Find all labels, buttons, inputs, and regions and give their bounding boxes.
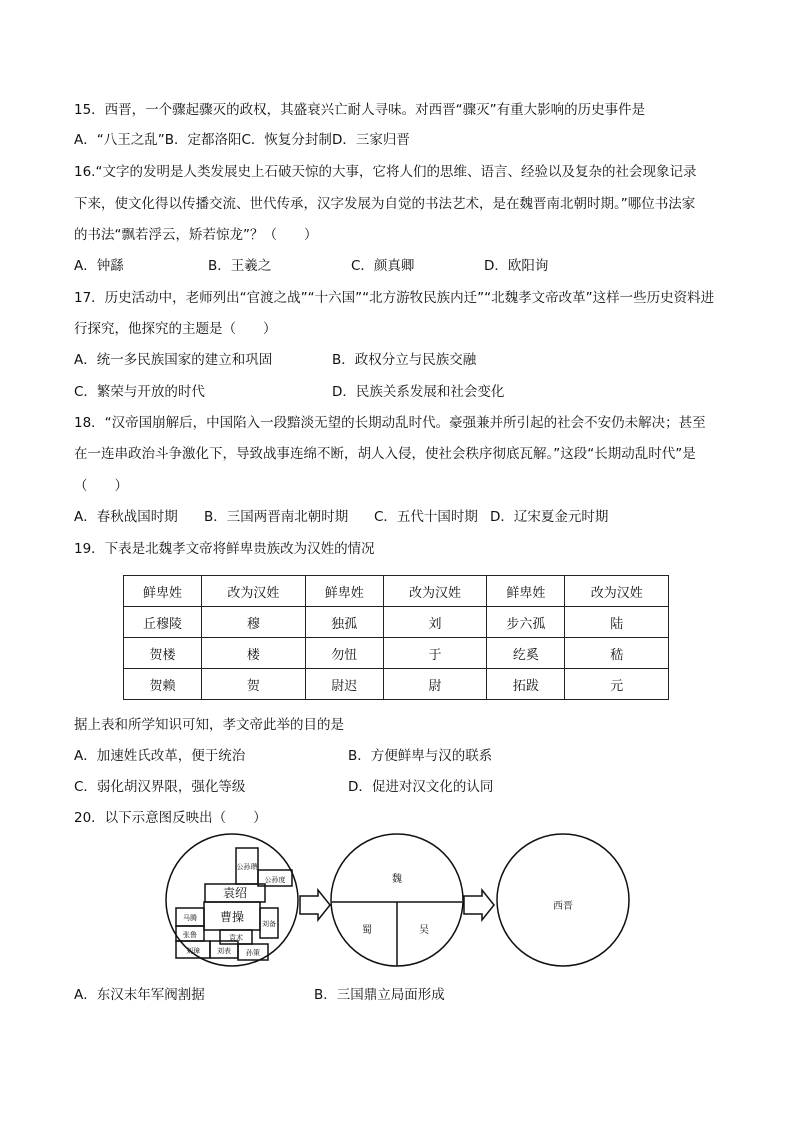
q15-option-a: A．“八王之乱” [74, 132, 165, 148]
table-row [124, 638, 669, 669]
q17-option-d: D．民族关系发展和社会变化 [332, 384, 505, 400]
q19-option-c: C．弱化胡汉界限，强化等级 [74, 779, 246, 795]
q17-options-row1 [74, 351, 476, 369]
q16-stem-line1: 16.“文字的发明是人类发展史上石破天惊的大事，它将人们的思维、语言、经验以及复杂的社会现象记录 [74, 164, 697, 180]
table-cell: 独孤 [305, 607, 383, 638]
q20-stem: 20．以下示意图反映出（ ） [74, 810, 267, 826]
table-cell: 鲜卑姓 [124, 576, 202, 607]
arrow-right-icon [300, 890, 330, 920]
label-yuanshu: 袁术 [229, 934, 243, 942]
label-wei: 魏 [392, 874, 402, 885]
q15-option-b: B．定都洛阳 [164, 132, 242, 148]
q15-stem: 15．西晋，一个骤起骤灭的政权，其盛衰兴亡耐人寻味。对西晋“骤灭”有重大影响的历史事件是 [74, 102, 646, 118]
q18-options [74, 508, 608, 526]
q18-stem-line3: （ ） [74, 478, 128, 494]
table-cell: 丘穆陵 [124, 607, 202, 638]
table-cell: 尉 [383, 669, 487, 700]
q16-option-c: C．颜真卿 [351, 258, 415, 274]
label-mateng: 马腾 [183, 914, 197, 922]
label-sunce: 孙策 [246, 949, 260, 957]
q20-options [74, 986, 445, 1004]
q18-option-c: C．五代十国时期 [374, 509, 478, 525]
table-cell: 穆 [202, 607, 306, 638]
q17-option-c: C．繁荣与开放的时代 [74, 384, 205, 400]
q16-option-b: B．王羲之 [208, 258, 272, 274]
table-cell: 陆 [565, 607, 669, 638]
table-cell: 拓跋 [487, 669, 565, 700]
q20-option-a: A．东汉末年军阀割据 [74, 987, 205, 1003]
surname-table [123, 575, 669, 700]
q18-stem-line2: 在一连串政治斗争激化下，导致战事连绵不断，胡人入侵，使社会秩序彻底瓦解。”这段“长期动乱时代”是 [74, 446, 696, 462]
table-cell: 改为汉姓 [202, 576, 306, 607]
q17-stem-line1: 17．历史活动中，老师列出“官渡之战”“十六国”“北方游牧民族内迁”“北魏孝文帝改革”这样一些历史资料进 [74, 290, 715, 306]
q19-options-row1 [74, 747, 492, 765]
table-cell: 步六孤 [487, 607, 565, 638]
table-cell: 改为汉姓 [383, 576, 487, 607]
arrow-right-icon [464, 890, 494, 920]
q18-option-a: A．春秋战国时期 [74, 509, 178, 525]
q19-option-b: B．方便鲜卑与汉的联系 [348, 748, 493, 764]
q19-stem: 19．下表是北魏孝文帝将鲜卑贵族改为汉姓的情况 [74, 541, 375, 557]
q19-options-row2 [74, 778, 493, 796]
table-cell: 元 [565, 669, 669, 700]
label-liubiao: 刘表 [217, 947, 231, 955]
q15-option-c: C．恢复分封制 [241, 132, 332, 148]
table-cell: 刘 [383, 607, 487, 638]
q18-option-d: D．辽宋夏金元时期 [490, 509, 609, 525]
table-header-row [124, 576, 669, 607]
q16-options [74, 257, 548, 275]
q16-option-d: D．欧阳询 [484, 258, 549, 274]
q16-option-a: A．钟繇 [74, 258, 124, 274]
q17-stem-line2: 行探究，他探究的主题是（ ） [74, 321, 277, 337]
q18-stem-line1: 18．“汉帝国崩解后，中国陷入一段黯淡无望的长期动乱时代。豪强兼并所引起的社会不安仍未解决；甚至 [74, 415, 706, 431]
q19-option-d: D．促进对汉文化的认同 [348, 779, 494, 795]
q17-options-row2 [74, 383, 504, 401]
table-row [124, 607, 669, 638]
table-cell: 贺赖 [124, 669, 202, 700]
label-yuanshao: 袁绍 [222, 886, 248, 900]
table-cell: 纥奚 [487, 638, 565, 669]
label-wu: 吴 [419, 925, 429, 936]
q19-option-a: A．加速姓氏改革，便于统治 [74, 748, 246, 764]
q16-stem-line2: 下来，使文化得以传播交流、世代传承，汉字发展为自觉的书法艺术，是在魏晋南北朝时期。”哪位书法家 [74, 196, 696, 212]
table-cell: 改为汉姓 [565, 576, 669, 607]
table-cell: 尉迟 [305, 669, 383, 700]
label-caocao: 曹操 [219, 910, 245, 924]
table-cell: 嵇 [565, 638, 669, 669]
table-cell: 勿忸 [305, 638, 383, 669]
table-cell: 贺楼 [124, 638, 202, 669]
warlord-to-unification-diagram [0, 830, 794, 980]
q17-option-a: A．统一多民族国家的建立和巩固 [74, 352, 273, 368]
table-cell: 楼 [202, 638, 306, 669]
label-liuzhang: 刘璋 [186, 947, 200, 955]
q18-option-b: B．三国两晋南北朝时期 [204, 509, 349, 525]
western-jin-circle [497, 834, 629, 966]
table-cell: 鲜卑姓 [305, 576, 383, 607]
q15-option-d: D．三家归晋 [331, 132, 410, 148]
table-row [124, 669, 669, 700]
label-zhanglu: 张鲁 [183, 931, 197, 939]
label-shu: 蜀 [362, 925, 372, 936]
table-cell: 贺 [202, 669, 306, 700]
table-cell: 于 [383, 638, 487, 669]
q16-stem-line3: 的书法“飘若浮云，矫若惊龙”？（ ） [74, 227, 318, 243]
label-gongsundu: 公孙度 [264, 876, 286, 884]
q17-option-b: B．政权分立与民族交融 [332, 352, 477, 368]
q19-followup: 据上表和所学知识可知，孝文帝此举的目的是 [74, 717, 344, 733]
three-kingdoms-circle [331, 834, 463, 966]
label-western-jin: 西晋 [553, 901, 573, 912]
table-cell: 鲜卑姓 [487, 576, 565, 607]
label-gongsunzan: 公孙瓒 [236, 863, 258, 871]
q15-options [74, 131, 410, 149]
label-liubei: 刘备 [262, 920, 276, 928]
warlords-labels [183, 862, 286, 957]
q20-option-b: B．三国鼎立局面形成 [314, 987, 445, 1003]
